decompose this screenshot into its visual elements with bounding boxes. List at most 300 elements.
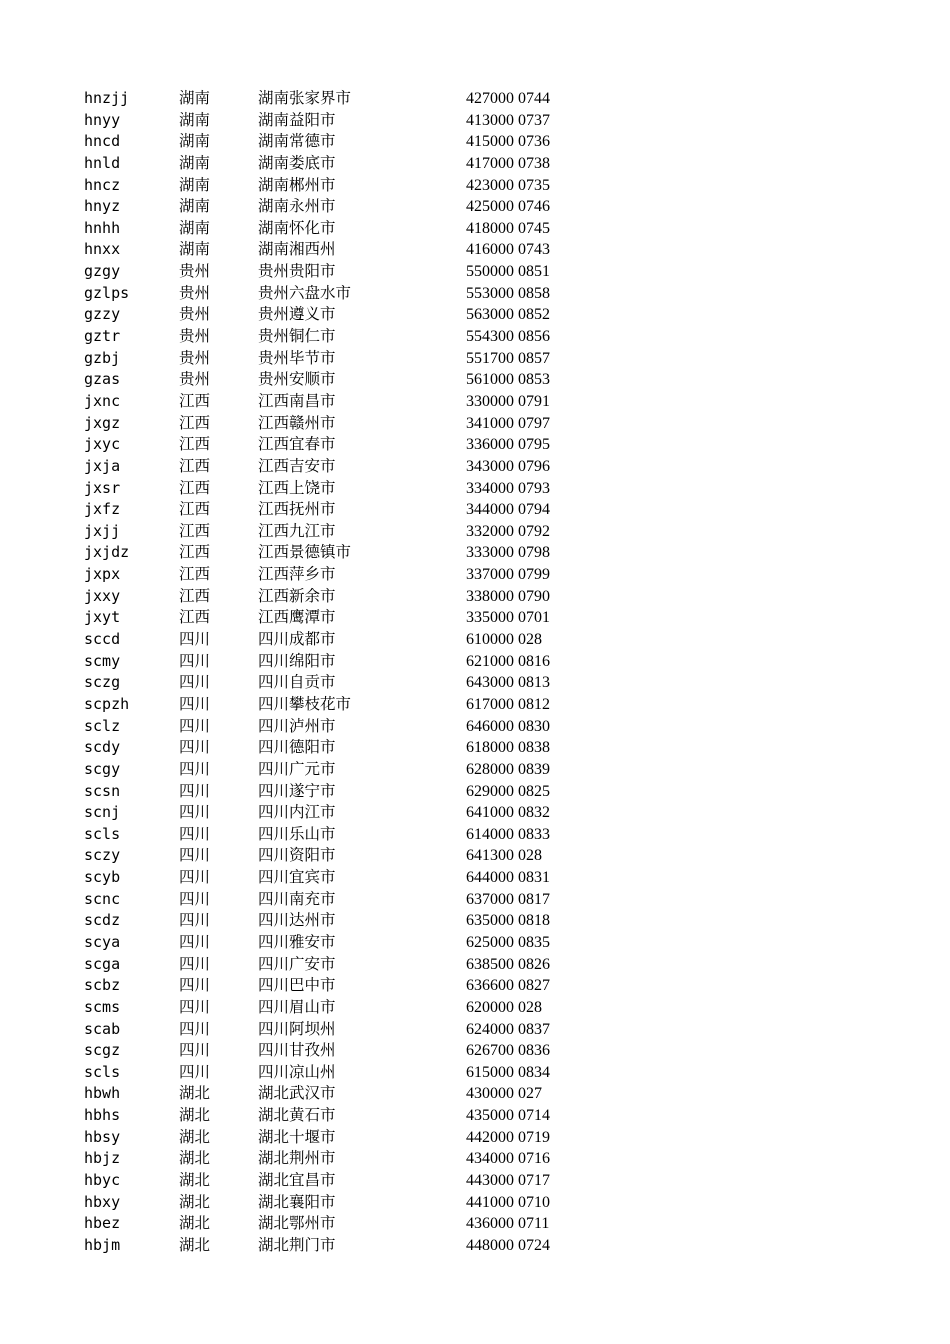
- postal-area-cell: [466, 196, 550, 218]
- postal-code: 335000: [466, 609, 514, 627]
- postal-area-cell: [466, 1040, 550, 1062]
- city-name-cell: 江西南昌市: [258, 391, 336, 410]
- table-row: [84, 954, 644, 976]
- postal-code: 418000: [466, 219, 514, 237]
- postal-code: 430000: [466, 1085, 514, 1103]
- table-row: [84, 499, 644, 521]
- table-row: [84, 110, 644, 132]
- province-cell: 四川: [179, 651, 211, 670]
- table-row: [84, 802, 644, 824]
- city-code-cell: gztr: [84, 327, 121, 346]
- table-row: [84, 889, 644, 911]
- area-code: 0798: [518, 544, 550, 562]
- area-code: 0818: [518, 912, 550, 930]
- postal-code: 636600: [466, 977, 514, 995]
- table-row: [84, 672, 644, 694]
- area-code: 0714: [518, 1107, 550, 1125]
- area-code: 0711: [518, 1215, 550, 1233]
- city-code-cell: scnc: [84, 889, 121, 908]
- postal-area-cell: [466, 1170, 550, 1192]
- postal-area-cell: [466, 1148, 550, 1170]
- postal-area-cell: [466, 975, 550, 997]
- city-name-cell: 湖南娄底市: [258, 153, 336, 172]
- city-name-cell: 湖南常德市: [258, 132, 336, 151]
- city-code-cell: jxgz: [84, 413, 121, 432]
- postal-area-cell: [466, 153, 550, 175]
- city-code-cell: jxsr: [84, 478, 121, 497]
- area-code: 0735: [518, 176, 550, 194]
- area-code: 0746: [518, 198, 550, 216]
- postal-code: 635000: [466, 912, 514, 930]
- table-row: [84, 413, 644, 435]
- postal-area-cell: [466, 716, 550, 738]
- table-row: [84, 716, 644, 738]
- area-code: 0839: [518, 760, 550, 778]
- table-row: [84, 218, 644, 240]
- area-code: 0851: [518, 263, 550, 281]
- province-cell: 贵州: [179, 348, 211, 367]
- table-row: [84, 1170, 644, 1192]
- postal-area-cell: [466, 1105, 550, 1127]
- city-code-cell: hbjz: [84, 1149, 121, 1168]
- province-cell: 贵州: [179, 327, 211, 346]
- province-cell: 江西: [179, 456, 211, 475]
- postal-area-cell: [466, 521, 550, 543]
- postal-code: 618000: [466, 739, 514, 757]
- table-row: [84, 131, 644, 153]
- city-name-cell: 四川甘孜州: [258, 1041, 336, 1060]
- postal-code: 644000: [466, 869, 514, 887]
- city-name-cell: 四川资阳市: [258, 846, 336, 865]
- postal-area-cell: [466, 218, 550, 240]
- postal-area-cell: [466, 283, 550, 305]
- city-code-cell: scsn: [84, 781, 121, 800]
- postal-area-cell: [466, 478, 550, 500]
- table-row: [84, 175, 644, 197]
- province-cell: 湖南: [179, 175, 211, 194]
- postal-area-cell: [466, 369, 550, 391]
- province-cell: 四川: [179, 630, 211, 649]
- city-name-cell: 四川内江市: [258, 803, 336, 822]
- table-row: [84, 391, 644, 413]
- city-name-cell: 湖北黄石市: [258, 1106, 336, 1125]
- postal-code: 554300: [466, 328, 514, 346]
- city-name-cell: 湖南郴州市: [258, 175, 336, 194]
- area-code: 0701: [518, 609, 550, 627]
- city-name-cell: 四川广元市: [258, 759, 336, 778]
- province-cell: 四川: [179, 932, 211, 951]
- city-code-cell: scyb: [84, 868, 121, 887]
- postal-area-cell: [466, 867, 550, 889]
- table-row: [84, 456, 644, 478]
- area-code: 0834: [518, 1063, 550, 1081]
- province-cell: 湖南: [179, 218, 211, 237]
- city-code-cell: scgz: [84, 1041, 121, 1060]
- province-cell: 四川: [179, 716, 211, 735]
- city-name-cell: 四川雅安市: [258, 932, 336, 951]
- table-row: [84, 1148, 644, 1170]
- postal-code: 617000: [466, 695, 514, 713]
- city-code-cell: hbwh: [84, 1084, 121, 1103]
- area-code: 028: [518, 998, 542, 1016]
- province-cell: 贵州: [179, 305, 211, 324]
- postal-area-cell: [466, 1213, 549, 1235]
- postal-area-cell: [466, 586, 550, 608]
- city-name-cell: 江西赣州市: [258, 413, 336, 432]
- postal-code: 417000: [466, 154, 514, 172]
- table-row: [84, 651, 644, 673]
- postal-area-cell: [466, 997, 542, 1019]
- city-name-cell: 四川绵阳市: [258, 651, 336, 670]
- city-name-cell: 江西宜春市: [258, 435, 336, 454]
- area-code: 0799: [518, 566, 550, 584]
- postal-code: 626700: [466, 1042, 514, 1060]
- province-cell: 江西: [179, 521, 211, 540]
- table-row: [84, 607, 644, 629]
- postal-area-cell: [466, 1192, 550, 1214]
- city-code-table: [84, 88, 644, 1257]
- city-name-cell: 江西新余市: [258, 586, 336, 605]
- area-code: 0817: [518, 890, 550, 908]
- area-code: 0836: [518, 1042, 550, 1060]
- area-code: 0852: [518, 306, 550, 324]
- area-code: 0832: [518, 804, 550, 822]
- city-name-cell: 贵州六盘水市: [258, 283, 352, 302]
- city-code-cell: scya: [84, 932, 121, 951]
- postal-code: 435000: [466, 1107, 514, 1125]
- postal-area-cell: [466, 239, 550, 261]
- postal-code: 337000: [466, 566, 514, 584]
- area-code: 0724: [518, 1236, 550, 1254]
- city-code-cell: sclz: [84, 716, 121, 735]
- postal-area-cell: [466, 629, 542, 651]
- area-code: 0825: [518, 782, 550, 800]
- city-code-cell: hbhs: [84, 1106, 121, 1125]
- postal-code: 333000: [466, 544, 514, 562]
- postal-code: 427000: [466, 90, 514, 107]
- province-cell: 湖南: [179, 197, 211, 216]
- postal-code: 646000: [466, 717, 514, 735]
- postal-area-cell: [466, 889, 550, 911]
- table-row: [84, 586, 644, 608]
- postal-area-cell: [466, 304, 550, 326]
- postal-code: 343000: [466, 457, 514, 475]
- postal-area-cell: [466, 413, 550, 435]
- city-name-cell: 四川遂宁市: [258, 781, 336, 800]
- postal-code: 448000: [466, 1236, 514, 1254]
- area-code: 028: [518, 631, 542, 649]
- city-name-cell: 贵州贵阳市: [258, 262, 336, 281]
- city-name-cell: 江西上饶市: [258, 478, 336, 497]
- postal-area-cell: [466, 1127, 550, 1149]
- city-name-cell: 江西抚州市: [258, 500, 336, 519]
- city-code-cell: hncd: [84, 132, 121, 151]
- city-code-cell: sczg: [84, 673, 121, 692]
- city-name-cell: 江西景德镇市: [258, 543, 352, 562]
- city-name-cell: 四川宜宾市: [258, 868, 336, 887]
- area-code: 0813: [518, 674, 550, 692]
- city-code-cell: scab: [84, 1019, 121, 1038]
- province-cell: 四川: [179, 976, 211, 995]
- postal-code: 610000: [466, 631, 514, 649]
- area-code: 0858: [518, 284, 550, 302]
- city-code-cell: jxfz: [84, 500, 121, 519]
- table-row: [84, 1127, 644, 1149]
- table-row: [84, 1040, 644, 1062]
- postal-code: 620000: [466, 998, 514, 1016]
- city-name-cell: 湖南永州市: [258, 197, 336, 216]
- postal-code: 341000: [466, 414, 514, 432]
- postal-code: 641000: [466, 804, 514, 822]
- province-cell: 四川: [179, 1019, 211, 1038]
- province-cell: 湖南: [179, 132, 211, 151]
- city-code-cell: scbz: [84, 976, 121, 995]
- city-code-cell: gzzy: [84, 305, 121, 324]
- city-code-cell: gzlps: [84, 283, 130, 302]
- area-code: 028: [518, 847, 542, 865]
- area-code: 0793: [518, 479, 550, 497]
- province-cell: 贵州: [179, 370, 211, 389]
- province-cell: 江西: [179, 565, 211, 584]
- province-cell: 四川: [179, 824, 211, 843]
- postal-code: 615000: [466, 1063, 514, 1081]
- table-row: [84, 153, 644, 175]
- province-cell: 江西: [179, 391, 211, 410]
- city-name-cell: 贵州安顺市: [258, 370, 336, 389]
- city-code-cell: jxjj: [84, 521, 121, 540]
- area-code: 0716: [518, 1150, 550, 1168]
- postal-code: 442000: [466, 1128, 514, 1146]
- postal-area-cell: [466, 1235, 550, 1257]
- province-cell: 江西: [179, 543, 211, 562]
- city-code-cell: sccd: [84, 630, 121, 649]
- city-code-cell: hnhh: [84, 218, 121, 237]
- table-row: [84, 1019, 644, 1041]
- postal-area-cell: [466, 607, 550, 629]
- city-name-cell: 湖北宜昌市: [258, 1171, 336, 1190]
- table-row: [84, 824, 644, 846]
- postal-area-cell: [466, 781, 550, 803]
- city-name-cell: 贵州遵义市: [258, 305, 336, 324]
- area-code: 0790: [518, 587, 550, 605]
- table-row: [84, 88, 644, 110]
- area-code: 0838: [518, 739, 550, 757]
- area-code: 0831: [518, 869, 550, 887]
- city-code-cell: scdy: [84, 738, 121, 757]
- postal-code: 563000: [466, 306, 514, 324]
- province-cell: 四川: [179, 738, 211, 757]
- province-cell: 湖北: [179, 1106, 211, 1125]
- postal-area-cell: [466, 1083, 542, 1105]
- province-cell: 江西: [179, 435, 211, 454]
- province-cell: 江西: [179, 500, 211, 519]
- area-code: 0736: [518, 133, 550, 151]
- postal-area-cell: [466, 1019, 550, 1041]
- table-row: [84, 997, 644, 1019]
- table-row: [84, 759, 644, 781]
- city-name-cell: 四川广安市: [258, 954, 336, 973]
- province-cell: 湖北: [179, 1127, 211, 1146]
- postal-code: 336000: [466, 436, 514, 454]
- city-name-cell: 湖北武汉市: [258, 1084, 336, 1103]
- city-name-cell: 湖北十堰市: [258, 1127, 336, 1146]
- postal-area-cell: [466, 564, 550, 586]
- province-cell: 湖南: [179, 110, 211, 129]
- postal-code: 551700: [466, 349, 514, 367]
- province-cell: 湖北: [179, 1214, 211, 1233]
- province-cell: 四川: [179, 846, 211, 865]
- city-code-cell: jxpx: [84, 565, 121, 584]
- city-code-cell: jxyc: [84, 435, 121, 454]
- table-row: [84, 629, 644, 651]
- postal-area-cell: [466, 110, 550, 132]
- table-row: [84, 564, 644, 586]
- city-name-cell: 江西萍乡市: [258, 565, 336, 584]
- province-cell: 四川: [179, 673, 211, 692]
- postal-code: 425000: [466, 198, 514, 216]
- city-name-cell: 四川攀枝花市: [258, 694, 352, 713]
- city-code-cell: jxjdz: [84, 543, 130, 562]
- table-row: [84, 326, 644, 348]
- postal-area-cell: [466, 759, 550, 781]
- area-code: 0792: [518, 522, 550, 540]
- city-name-cell: 四川眉山市: [258, 997, 336, 1016]
- area-code: 0812: [518, 695, 550, 713]
- province-cell: 贵州: [179, 262, 211, 281]
- postal-code: 561000: [466, 371, 514, 389]
- city-code-cell: scmy: [84, 651, 121, 670]
- postal-area-cell: [466, 456, 550, 478]
- city-code-cell: hnxx: [84, 240, 121, 259]
- province-cell: 四川: [179, 954, 211, 973]
- postal-code: 434000: [466, 1150, 514, 1168]
- area-code: 0816: [518, 652, 550, 670]
- postal-code: 334000: [466, 479, 514, 497]
- postal-area-cell: [466, 651, 550, 673]
- postal-code: 624000: [466, 1020, 514, 1038]
- province-cell: 四川: [179, 694, 211, 713]
- table-row: [84, 521, 644, 543]
- postal-code: 423000: [466, 176, 514, 194]
- table-row: [84, 1213, 644, 1235]
- postal-code: 553000: [466, 284, 514, 302]
- city-code-cell: hnyz: [84, 197, 121, 216]
- city-code-cell: jxja: [84, 456, 121, 475]
- province-cell: 湖北: [179, 1235, 211, 1254]
- postal-code: 637000: [466, 890, 514, 908]
- province-cell: 湖北: [179, 1149, 211, 1168]
- city-code-cell: scgy: [84, 759, 121, 778]
- postal-area-cell: [466, 326, 550, 348]
- table-row: [84, 737, 644, 759]
- postal-code: 628000: [466, 760, 514, 778]
- postal-area-cell: [466, 499, 550, 521]
- city-code-cell: jxnc: [84, 391, 121, 410]
- city-name-cell: 江西鹰潭市: [258, 608, 336, 627]
- postal-code: 643000: [466, 674, 514, 692]
- province-cell: 江西: [179, 413, 211, 432]
- area-code: 0710: [518, 1193, 550, 1211]
- area-code: 0856: [518, 328, 550, 346]
- postal-area-cell: [466, 932, 550, 954]
- postal-code: 436000: [466, 1215, 514, 1233]
- table-row: [84, 1105, 644, 1127]
- city-name-cell: 湖北荆门市: [258, 1235, 336, 1254]
- postal-code: 415000: [466, 133, 514, 151]
- province-cell: 湖南: [179, 89, 211, 107]
- area-code: 0795: [518, 436, 550, 454]
- postal-code: 344000: [466, 501, 514, 519]
- postal-area-cell: [466, 694, 550, 716]
- table-row: [84, 1192, 644, 1214]
- postal-area-cell: [466, 954, 550, 976]
- province-cell: 湖南: [179, 240, 211, 259]
- city-name-cell: 四川南充市: [258, 889, 336, 908]
- city-name-cell: 四川凉山州: [258, 1062, 336, 1081]
- postal-code: 614000: [466, 825, 514, 843]
- city-name-cell: 四川乐山市: [258, 824, 336, 843]
- city-code-cell: hnyy: [84, 110, 121, 129]
- city-name-cell: 四川巴中市: [258, 976, 336, 995]
- postal-area-cell: [466, 175, 550, 197]
- area-code: 0827: [518, 977, 550, 995]
- province-cell: 四川: [179, 997, 211, 1016]
- city-name-cell: 湖北鄂州市: [258, 1214, 336, 1233]
- province-cell: 四川: [179, 1041, 211, 1060]
- province-cell: 湖南: [179, 153, 211, 172]
- city-name-cell: 四川达州市: [258, 911, 336, 930]
- city-name-cell: 贵州毕节市: [258, 348, 336, 367]
- postal-area-cell: [466, 910, 550, 932]
- city-code-cell: hbez: [84, 1214, 121, 1233]
- postal-area-cell: [466, 391, 550, 413]
- city-name-cell: 湖北襄阳市: [258, 1192, 336, 1211]
- area-code: 027: [518, 1085, 542, 1103]
- table-row: [84, 781, 644, 803]
- table-row: [84, 845, 644, 867]
- postal-area-cell: [466, 542, 550, 564]
- postal-code: 621000: [466, 652, 514, 670]
- city-code-cell: gzgy: [84, 262, 121, 281]
- table-row: [84, 694, 644, 716]
- area-code: 0830: [518, 717, 550, 735]
- province-cell: 湖北: [179, 1192, 211, 1211]
- city-code-cell: jxyt: [84, 608, 121, 627]
- table-row: [84, 434, 644, 456]
- table-row: [84, 196, 644, 218]
- city-name-cell: 四川自贡市: [258, 673, 336, 692]
- table-row: [84, 867, 644, 889]
- postal-code: 641300: [466, 847, 514, 865]
- city-code-cell: sczy: [84, 846, 121, 865]
- city-code-cell: scls: [84, 824, 121, 843]
- area-code: 0744: [518, 90, 550, 107]
- postal-code: 629000: [466, 782, 514, 800]
- area-code: 0826: [518, 955, 550, 973]
- area-code: 0853: [518, 371, 550, 389]
- city-code-cell: scls: [84, 1062, 121, 1081]
- city-code-cell: scms: [84, 997, 121, 1016]
- city-code-cell: scnj: [84, 803, 121, 822]
- city-code-cell: hnzjj: [84, 89, 130, 107]
- city-name-cell: 四川德阳市: [258, 738, 336, 757]
- city-name-cell: 贵州铜仁市: [258, 327, 336, 346]
- city-name-cell: 湖北荆州市: [258, 1149, 336, 1168]
- city-name-cell: 江西九江市: [258, 521, 336, 540]
- table-row: [84, 910, 644, 932]
- table-row: [84, 239, 644, 261]
- postal-area-cell: [466, 434, 550, 456]
